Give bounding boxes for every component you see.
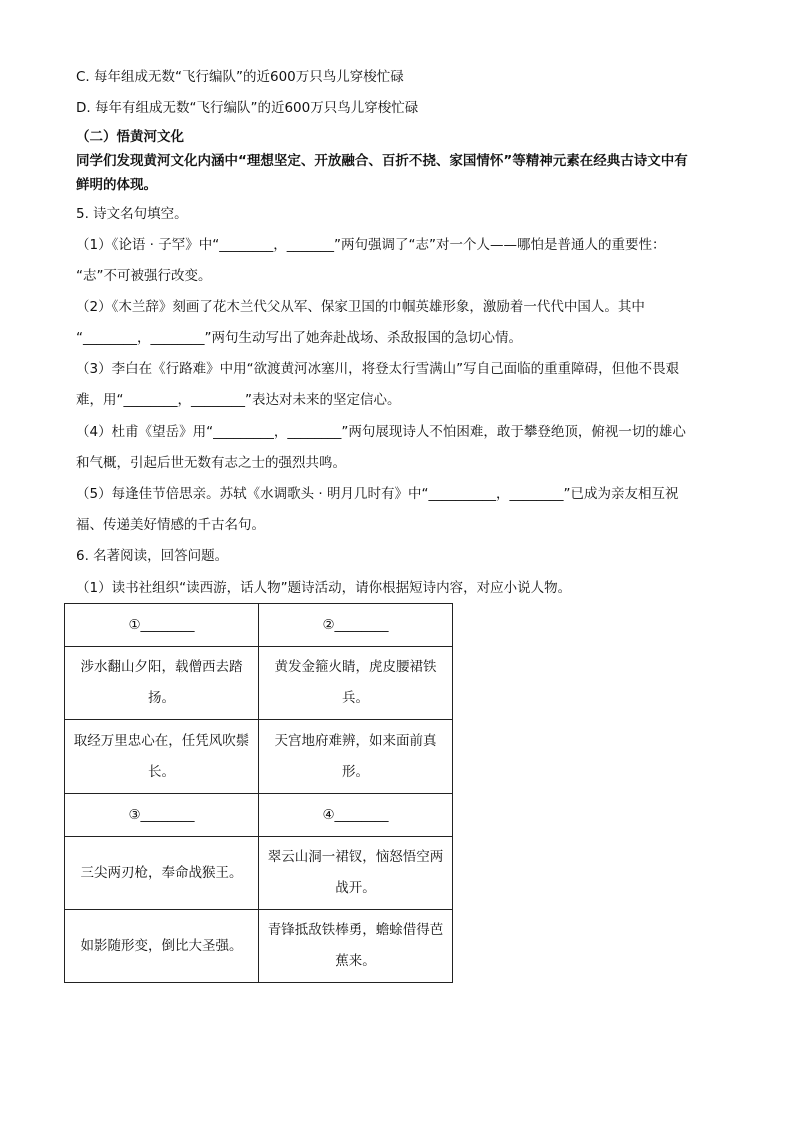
poem-cell: 取经万里忠心在，任凭风吹鬃长。 [65,720,259,794]
table-row [65,837,453,910]
q5-2-line-1: （2）《木兰辞》刻画了花木兰代父从军、保家卫国的巾帼英雄形象，激励着一代代中国人。其中 [76,299,645,315]
poem-cell: 黄发金箍火睛，虎皮腰裙铁兵。 [259,647,453,720]
answer-blank-3: ③________ [65,794,259,837]
question-6-title: 6. 名著阅读，回答问题。 [76,548,229,564]
table-row [65,910,453,983]
poem-cell: 涉水翻山夕阳，载僧西去踏扬。 [65,647,259,720]
intro-line-2: 鲜明的体现。 [76,177,157,193]
answer-blank-1: ①________ [65,604,259,647]
q5-2-line-2: “________，________”两句生动写出了她奔赴战场、杀敌报国的急切心情。 [76,330,522,346]
poem-cell: 翠云山洞一裙钗，恼怒悟空两战开。 [259,837,453,910]
table-row [65,647,453,720]
q5-3-line-2: 难，用“________，________”表达对未来的坚定信心。 [76,392,401,408]
answer-blank-4: ④________ [259,794,453,837]
option-c: C. 每年组成无数“飞行编队”的近600万只鸟儿穿梭忙碌 [76,69,404,85]
section-heading: （二）悟黄河文化 [76,129,184,145]
intro-line-1: 同学们发现黄河文化内涵中“理想坚定、开放融合、百折不挠、家国情怀”等精神元素在经典古诗文中有 [76,153,688,169]
q6-1-prompt: （1）读书社组织“读西游，话人物”题诗活动，请你根据短诗内容，对应小说人物。 [76,580,572,596]
poem-cell: 如影随形变，倒比大圣强。 [65,910,259,983]
q5-5-line-2: 福、传递美好情感的千古名句。 [76,517,265,533]
table-row [65,720,453,794]
table-row [65,794,453,837]
q5-5-line-1: （5）每逢佳节倍思亲。苏轼《水调歌头 · 明月几时有》中“__________，________”已成为亲友相互祝 [76,486,679,502]
poem-cell: 三尖两刃枪，奉命战猴王。 [65,837,259,910]
q5-4-line-1: （4）杜甫《望岳》用“_________，________”两句展现诗人不怕困难，敢于攀登绝顶，俯视一切的雄心 [76,424,686,440]
option-d: D. 每年有组成无数“飞行编队”的近600万只鸟儿穿梭忙碌 [76,100,419,116]
q5-3-line-1: （3）李白在《行路难》中用“欲渡黄河冰塞川，将登太行雪满山”写自己面临的重重障碍，但他不畏艰 [76,361,680,377]
table-row [65,604,453,647]
q5-1-line-1: （1）《论语 · 子罕》中“________，_______”两句强调了“志”对一个人——哪怕是普通人的重要性： [76,237,666,253]
poem-table [64,603,453,983]
answer-blank-2: ②________ [259,604,453,647]
q5-4-line-2: 和气概，引起后世无数有志之士的强烈共鸣。 [76,455,346,471]
poem-cell: 青锋抵敌铁棒勇，蟾蜍借得芭蕉来。 [259,910,453,983]
poem-cell: 天宫地府难辨，如来面前真形。 [259,720,453,794]
q5-1-line-2: “志”不可被强行改变。 [76,268,212,284]
question-5-title: 5. 诗文名句填空。 [76,206,188,222]
